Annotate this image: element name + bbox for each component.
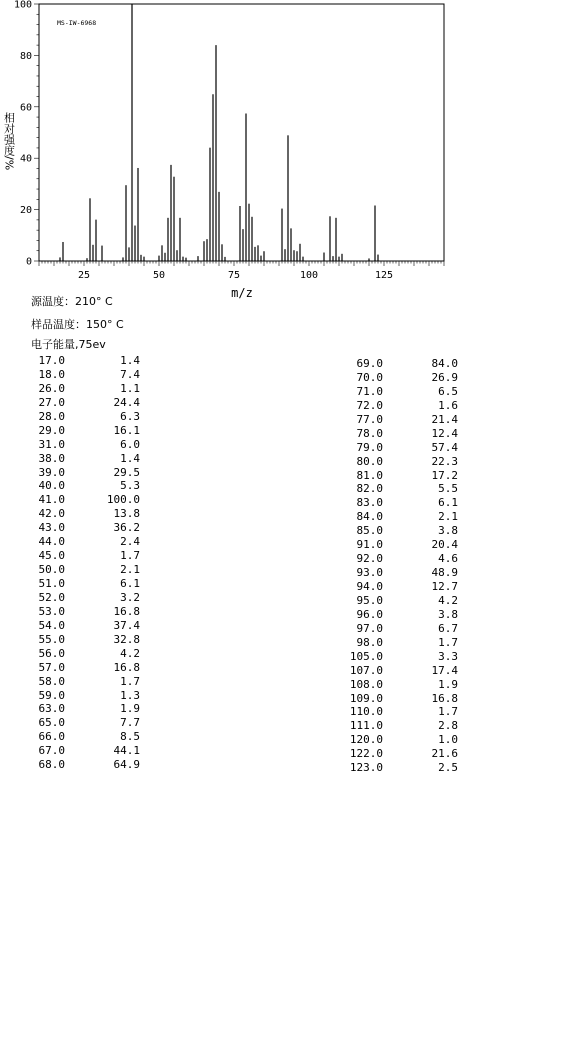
abundance-value: 4.2 — [438, 593, 458, 607]
mz-value: 29.0 — [38, 423, 65, 437]
abundance-value: 1.6 — [438, 398, 458, 412]
abundance-value: 3.2 — [120, 590, 140, 604]
mz-value: 59.0 — [38, 688, 65, 702]
mz-value: 80.0 — [356, 454, 383, 468]
table-row — [29, 466, 140, 480]
table-row — [347, 357, 458, 371]
table-row — [347, 469, 458, 483]
abundance-value: 24.4 — [113, 395, 140, 409]
mz-value: 95.0 — [356, 593, 383, 607]
abundance-value: 17.2 — [431, 468, 458, 482]
table-row — [347, 747, 458, 761]
abundance-value: 2.1 — [438, 510, 458, 524]
abundance-value: 3.8 — [438, 607, 458, 621]
table-row — [29, 591, 140, 605]
mz-value: 107.0 — [349, 663, 383, 677]
mz-value: 51.0 — [38, 577, 65, 590]
table-row — [347, 566, 458, 580]
x-tick-label: 100 — [299, 270, 319, 281]
table-row — [347, 580, 458, 594]
plot-frame — [39, 4, 444, 261]
table-row — [347, 371, 458, 385]
mz-value: 85.0 — [356, 524, 383, 538]
mz-value: 72.0 — [356, 398, 383, 412]
mz-value: 71.0 — [356, 384, 383, 398]
table-row — [29, 689, 140, 703]
mz-value: 53.0 — [38, 604, 65, 618]
mz-value: 108.0 — [349, 677, 383, 691]
abundance-value: 4.2 — [120, 646, 140, 660]
mz-value: 84.0 — [356, 510, 383, 524]
abundance-value: 21.4 — [431, 412, 458, 426]
abundance-value: 2.5 — [438, 761, 458, 775]
mz-value: 18.0 — [38, 367, 65, 381]
mz-value: 50.0 — [38, 563, 65, 577]
abundance-value: 17.4 — [431, 663, 458, 677]
abundance-value: 37.4 — [113, 618, 140, 632]
table-row — [347, 636, 458, 650]
table-row — [347, 524, 458, 538]
mz-value: 68.0 — [38, 758, 65, 772]
table-row — [347, 538, 458, 552]
mz-value: 105.0 — [349, 649, 383, 663]
table-row — [29, 368, 140, 382]
mz-value: 39.0 — [38, 465, 65, 479]
abundance-value: 1.9 — [120, 702, 140, 716]
sample-temperature: 样品温度：150° C — [31, 318, 124, 331]
mz-value: 91.0 — [356, 538, 383, 552]
mz-value: 82.0 — [356, 482, 383, 496]
table-row — [347, 608, 458, 622]
abundance-value: 2.1 — [120, 563, 140, 577]
table-row — [29, 758, 140, 772]
table-row — [347, 664, 458, 678]
abundance-value: 16.8 — [431, 691, 458, 705]
abundance-value: 1.4 — [120, 451, 140, 465]
table-row — [29, 354, 140, 368]
mz-value: 52.0 — [38, 590, 65, 604]
y-tick-label: 60 — [19, 102, 32, 114]
abundance-value: 16.1 — [113, 423, 140, 437]
abundance-value: 6.7 — [438, 621, 458, 635]
abundance-value: 13.8 — [113, 507, 140, 521]
mz-value: 79.0 — [356, 440, 383, 454]
table-row — [347, 705, 458, 719]
abundance-value: 29.5 — [113, 465, 140, 479]
mz-value: 41.0 — [38, 493, 65, 507]
y-axis-label — [3, 111, 16, 170]
table-row — [347, 650, 458, 664]
table-row — [29, 507, 140, 521]
mz-value: 70.0 — [356, 370, 383, 384]
table-row — [29, 647, 140, 661]
abundance-value: 8.5 — [120, 730, 140, 744]
table-row — [347, 413, 458, 427]
mz-value: 97.0 — [356, 621, 383, 635]
spectrum-bars — [60, 4, 378, 261]
mz-value: 40.0 — [38, 479, 65, 493]
table-row — [347, 552, 458, 566]
mz-value: 26.0 — [38, 381, 65, 395]
mz-value: 55.0 — [38, 632, 65, 646]
mz-value: 93.0 — [356, 566, 383, 580]
table-row — [29, 661, 140, 675]
mz-value: 83.0 — [356, 496, 383, 510]
abundance-value: 57.4 — [431, 440, 458, 454]
y-axis-ticks — [14, 0, 39, 268]
mz-value: 45.0 — [38, 549, 65, 563]
mz-value: 57.0 — [38, 660, 65, 674]
x-tick-label: 75 — [227, 270, 241, 281]
table-row — [347, 399, 458, 413]
table-row — [347, 427, 458, 441]
abundance-value: 44.1 — [113, 744, 140, 758]
abundance-value: 22.3 — [431, 454, 458, 468]
mz-value: 78.0 — [356, 426, 383, 440]
abundance-value: 1.7 — [438, 705, 458, 719]
abundance-value: 100.0 — [106, 493, 140, 507]
abundance-value: 1.3 — [120, 688, 140, 702]
table-row — [29, 452, 140, 466]
y-tick-label: 0 — [25, 256, 32, 268]
table-row — [29, 744, 140, 758]
abundance-value: 5.3 — [120, 479, 140, 493]
abundance-value: 1.4 — [120, 354, 140, 367]
table-row — [29, 396, 140, 410]
table-row — [347, 482, 458, 496]
abundance-value: 21.6 — [431, 747, 458, 761]
mz-value: 17.0 — [38, 354, 65, 367]
mz-value: 67.0 — [38, 744, 65, 758]
abundance-value: 6.0 — [120, 437, 140, 451]
abundance-value: 1.9 — [438, 677, 458, 691]
table-row — [29, 493, 140, 507]
abundance-value: 12.7 — [431, 580, 458, 593]
mz-value: 27.0 — [38, 395, 65, 409]
table-row — [347, 622, 458, 636]
mz-value: 111.0 — [349, 719, 383, 733]
table-row — [29, 563, 140, 577]
mz-value: 94.0 — [356, 580, 383, 593]
table-row — [29, 382, 140, 396]
abundance-value: 32.8 — [113, 632, 140, 646]
table-row — [29, 577, 140, 591]
mz-value: 44.0 — [38, 535, 65, 549]
table-row — [29, 702, 140, 716]
mz-value: 92.0 — [356, 552, 383, 566]
abundance-value: 1.1 — [120, 381, 140, 395]
abundance-value: 1.7 — [438, 635, 458, 649]
mz-value: 81.0 — [356, 468, 383, 482]
abundance-value: 12.4 — [431, 426, 458, 440]
table-row — [29, 716, 140, 730]
peak-table-right — [347, 357, 458, 775]
abundance-value: 2.8 — [438, 719, 458, 733]
abundance-value: 2.4 — [120, 535, 140, 549]
abundance-value: 16.8 — [113, 604, 140, 618]
table-row — [29, 410, 140, 424]
spectrum-id-annotation: MS-IW-6968 — [57, 19, 97, 27]
mz-value: 120.0 — [349, 733, 383, 747]
abundance-value: 1.7 — [120, 674, 140, 688]
mz-value: 28.0 — [38, 409, 65, 423]
mz-value: 65.0 — [38, 716, 65, 730]
mz-value: 122.0 — [349, 747, 383, 761]
abundance-value: 4.6 — [438, 552, 458, 566]
mz-value: 96.0 — [356, 607, 383, 621]
abundance-value: 20.4 — [431, 538, 458, 552]
peak-table-left — [29, 354, 140, 772]
abundance-value: 36.2 — [113, 521, 140, 535]
table-row — [347, 441, 458, 455]
mz-value: 42.0 — [38, 507, 65, 521]
abundance-value: 3.3 — [438, 649, 458, 663]
mz-value: 58.0 — [38, 674, 65, 688]
table-row — [29, 535, 140, 549]
abundance-value: 6.3 — [120, 409, 140, 423]
abundance-value: 3.8 — [438, 524, 458, 538]
abundance-value: 84.0 — [431, 357, 458, 370]
abundance-value: 16.8 — [113, 660, 140, 674]
table-row — [347, 678, 458, 692]
y-tick-label: 40 — [19, 153, 32, 165]
table-row — [29, 633, 140, 647]
table-row — [347, 510, 458, 524]
mz-value: 54.0 — [38, 618, 65, 632]
table-row — [347, 692, 458, 706]
table-row — [347, 455, 458, 469]
mz-value: 123.0 — [349, 761, 383, 775]
table-row — [347, 719, 458, 733]
abundance-value: 5.5 — [438, 482, 458, 496]
abundance-value: 6.1 — [120, 577, 140, 590]
abundance-value: 7.7 — [120, 716, 140, 730]
mz-value: 98.0 — [356, 635, 383, 649]
mz-value: 110.0 — [349, 705, 383, 719]
table-row — [29, 521, 140, 535]
mz-value: 63.0 — [38, 702, 65, 716]
table-row — [347, 385, 458, 399]
abundance-value: 1.0 — [438, 733, 458, 747]
abundance-value: 6.1 — [438, 496, 458, 510]
table-row — [29, 730, 140, 744]
x-axis-ticks — [39, 261, 444, 281]
table-row — [347, 761, 458, 775]
x-tick-label: 25 — [77, 270, 91, 281]
x-tick-label: 50 — [152, 270, 166, 281]
mz-value: 109.0 — [349, 691, 383, 705]
mz-value: 66.0 — [38, 730, 65, 744]
y-tick-label: 20 — [19, 205, 32, 217]
x-axis-label: m/z — [231, 286, 253, 300]
abundance-value: 7.4 — [120, 367, 140, 381]
table-row — [347, 733, 458, 747]
table-row — [347, 594, 458, 608]
source-temperature: 源温度：210° C — [31, 295, 113, 308]
mz-value: 43.0 — [38, 521, 65, 535]
mass-spectrum-chart — [0, 0, 570, 310]
mz-value: 31.0 — [38, 437, 65, 451]
mz-value: 77.0 — [356, 412, 383, 426]
mz-value: 56.0 — [38, 646, 65, 660]
table-row — [29, 424, 140, 438]
table-row — [29, 438, 140, 452]
abundance-value: 48.9 — [431, 566, 458, 580]
mz-value: 38.0 — [38, 451, 65, 465]
y-tick-label: 80 — [19, 50, 32, 62]
y-axis-label-text: 相对强度/% — [2, 112, 16, 171]
table-row — [29, 549, 140, 563]
table-row — [29, 619, 140, 633]
table-row — [29, 675, 140, 689]
abundance-value: 64.9 — [113, 758, 140, 772]
x-tick-label: 125 — [374, 270, 394, 281]
table-row — [29, 479, 140, 493]
mz-value: 69.0 — [356, 357, 383, 370]
table-row — [29, 605, 140, 619]
electron-energy: 电子能量,75ev — [31, 338, 106, 351]
y-tick-label: 100 — [13, 0, 32, 11]
table-row — [347, 496, 458, 510]
abundance-value: 6.5 — [438, 384, 458, 398]
abundance-value: 26.9 — [431, 370, 458, 384]
abundance-value: 1.7 — [120, 549, 140, 563]
